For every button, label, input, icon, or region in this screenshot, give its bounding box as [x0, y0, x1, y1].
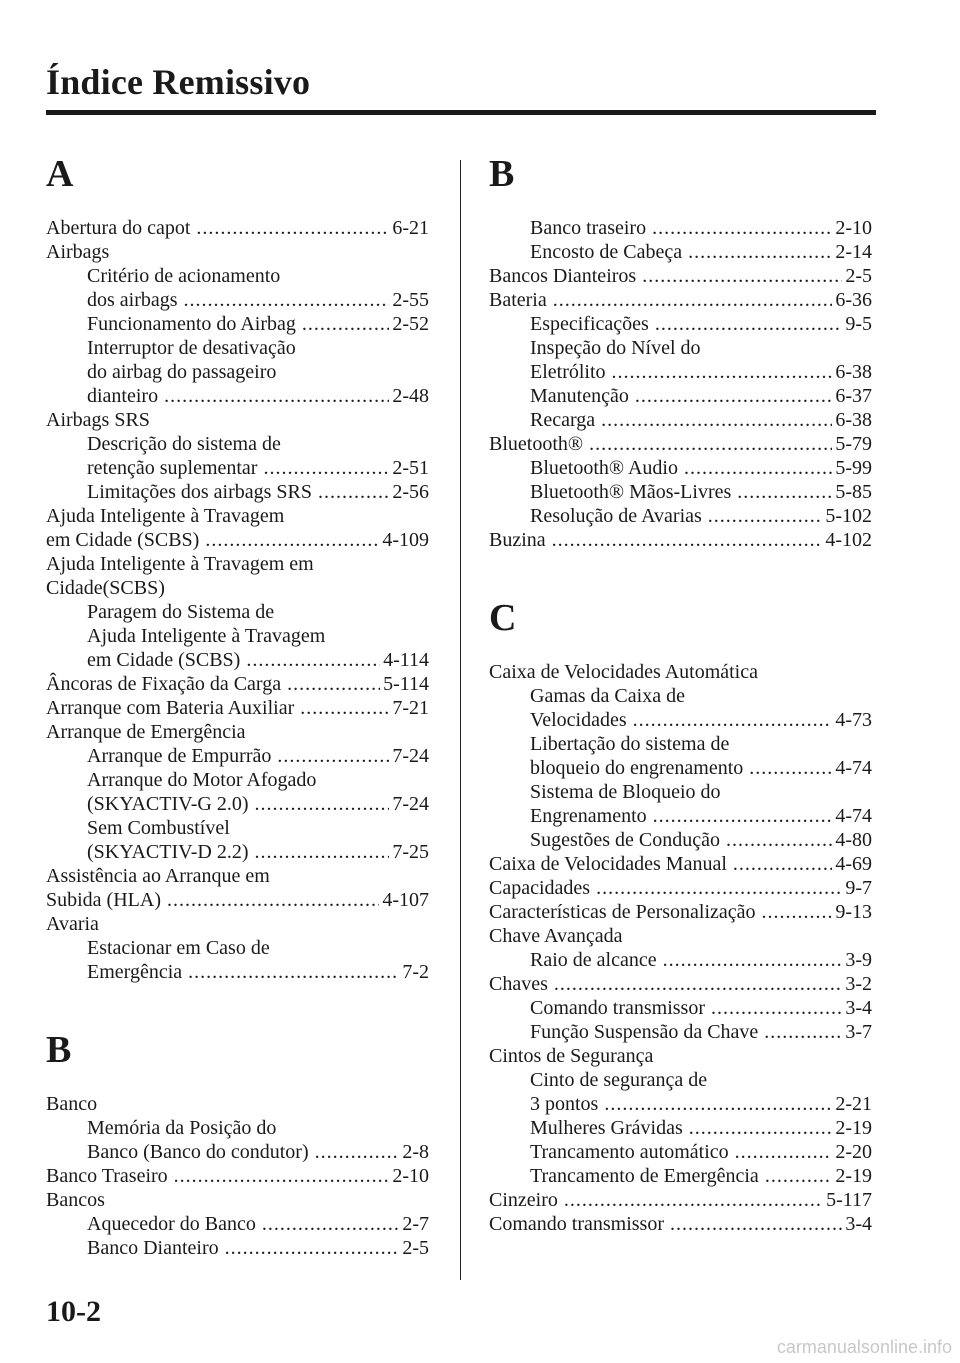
dot-leader: [688, 240, 832, 264]
dot-leader: [318, 480, 389, 504]
dot-leader: [655, 312, 843, 336]
entry-page-ref[interactable]: 7-24: [392, 745, 429, 767]
dot-leader: [612, 360, 833, 384]
entry-page-ref[interactable]: 4-80: [835, 829, 872, 851]
index-subentry: [489, 1092, 872, 1116]
entry-text: Abertura do capot: [46, 217, 191, 239]
dot-leader: [302, 312, 389, 336]
index-subentry: [46, 816, 429, 840]
entry-page-ref[interactable]: 6-21: [392, 217, 429, 239]
index-subentry: [489, 480, 872, 504]
index-entry: [46, 864, 429, 888]
entry-text: Cinzeiro: [489, 1189, 558, 1211]
index-subentry: [489, 1140, 872, 1164]
index-subentry: [46, 936, 429, 960]
index-entry: [489, 900, 872, 924]
dot-leader: [188, 960, 399, 984]
entry-page-ref[interactable]: 4-102: [825, 529, 872, 551]
entry-text: Libertação do sistema de: [530, 733, 730, 755]
index-subentry: [46, 384, 429, 408]
index-subentry: [489, 216, 872, 240]
index-subentry: [489, 756, 872, 780]
index-entry: [489, 432, 872, 456]
entry-text: Interruptor de desativação: [87, 337, 296, 359]
index-entry: [489, 972, 872, 996]
index-subentry: [46, 336, 429, 360]
dot-leader: [764, 1020, 842, 1044]
entry-text: Trancamento de Emergência: [530, 1165, 759, 1187]
dot-leader: [596, 876, 842, 900]
dot-leader: [287, 672, 380, 696]
index-entry: [46, 504, 429, 528]
entry-text: Avaria: [46, 913, 99, 935]
entry-text: Arranque de Empurrão: [87, 745, 272, 767]
entry-text: Caixa de Velocidades Automática: [489, 661, 758, 683]
entry-text: Sistema de Bloqueio do: [530, 781, 721, 803]
entry-text: Sugestões de Condução: [530, 829, 720, 851]
entry-text: Recarga: [530, 409, 596, 431]
column-divider: [460, 160, 461, 1280]
entry-text: Bluetooth® Mãos-Livres: [530, 481, 732, 503]
index-entry: [489, 528, 872, 552]
entry-text: Ajuda Inteligente à Travagem: [87, 625, 326, 647]
dot-leader: [552, 528, 823, 552]
entry-text: dianteiro: [87, 385, 159, 407]
dot-leader: [262, 1212, 400, 1236]
index-entry: [46, 1188, 429, 1212]
index-subentry: [46, 456, 429, 480]
index-subentry: [46, 792, 429, 816]
index-subentry: [46, 480, 429, 504]
entry-text: do airbag do passageiro: [87, 361, 277, 383]
entry-text: Paragem do Sistema de: [87, 601, 275, 623]
index-entry: [46, 216, 429, 240]
dot-leader: [737, 480, 832, 504]
entry-text: 3 pontos: [530, 1093, 599, 1115]
index-subentry: [489, 780, 872, 804]
entry-page-ref[interactable]: 3-7: [845, 1021, 872, 1043]
entry-page-ref[interactable]: 4-74: [835, 757, 872, 779]
entry-text: Estacionar em Caso de: [87, 937, 270, 959]
entry-text: Emergência: [87, 961, 183, 983]
entry-text: Arranque de Emergência: [46, 721, 246, 743]
index-subentry: [46, 1116, 429, 1140]
entry-text: em Cidade (SCBS): [87, 649, 241, 671]
dot-leader: [184, 288, 390, 312]
section-gap: [489, 552, 872, 596]
entry-text: Buzina: [489, 529, 546, 551]
dot-leader: [749, 756, 832, 780]
entry-page-ref[interactable]: 2-55: [392, 289, 429, 311]
entry-text: Cidade(SCBS): [46, 577, 165, 599]
entry-page-ref[interactable]: 4-74: [835, 805, 872, 827]
entry-page-ref[interactable]: 2-5: [402, 1237, 429, 1259]
entry-page-ref[interactable]: 4-107: [382, 889, 429, 911]
entry-page-ref[interactable]: 4-73: [835, 709, 872, 731]
entry-text: Eletrólito: [530, 361, 606, 383]
index-entry: [46, 576, 429, 600]
entry-page-ref[interactable]: 6-36: [835, 289, 872, 311]
entry-page-ref[interactable]: 3-9: [845, 949, 872, 971]
entry-page-ref[interactable]: 7-21: [392, 697, 429, 719]
entry-page-ref[interactable]: 4-114: [383, 649, 429, 671]
index-subentry: [489, 684, 872, 708]
dot-leader: [735, 1140, 833, 1164]
section-letter: B: [489, 153, 515, 195]
entry-page-ref[interactable]: 2-56: [392, 481, 429, 503]
dot-leader: [711, 996, 842, 1020]
index-subentry: [46, 264, 429, 288]
index-subentry: [46, 288, 429, 312]
dot-leader: [263, 456, 389, 480]
entry-text: Encosto de Cabeça: [530, 241, 683, 263]
section-spacer: [489, 640, 872, 660]
entry-page-ref[interactable]: 5-117: [826, 1189, 872, 1211]
entry-text: Aquecedor do Banco: [87, 1213, 256, 1235]
index-entry: [46, 1164, 429, 1188]
entry-text: Bancos: [46, 1189, 105, 1211]
index-subentry: [489, 240, 872, 264]
entry-text: Capacidades: [489, 877, 591, 899]
index-subentry: [489, 1164, 872, 1188]
entry-text: Arranque do Motor Afogado: [87, 769, 317, 791]
entry-text: Bluetooth®: [489, 433, 584, 455]
entry-text: Manutenção: [530, 385, 629, 407]
dot-leader: [635, 384, 832, 408]
section-spacer: [46, 1072, 429, 1092]
dot-leader: [663, 948, 843, 972]
entry-page-ref[interactable]: 2-51: [392, 457, 429, 479]
entry-text: Gamas da Caixa de: [530, 685, 685, 707]
index-subentry: [46, 840, 429, 864]
entry-text: Comando transmissor: [489, 1213, 664, 1235]
entry-text: Ajuda Inteligente à Travagem: [46, 505, 285, 527]
index-subentry: [46, 600, 429, 624]
dot-leader: [164, 384, 389, 408]
index-subentry: [489, 360, 872, 384]
entry-page-ref[interactable]: 2-19: [835, 1117, 872, 1139]
entry-text: Caixa de Velocidades Manual: [489, 853, 727, 875]
entry-page-ref[interactable]: 2-19: [835, 1165, 872, 1187]
entry-page-ref[interactable]: 7-2: [402, 961, 429, 983]
entry-page-ref[interactable]: 5-102: [825, 505, 872, 527]
entry-text: Limitações dos airbags SRS: [87, 481, 312, 503]
index-column-left: [46, 152, 429, 1260]
index-subentry: [46, 360, 429, 384]
entry-text: Memória da Posição do: [87, 1117, 277, 1139]
dot-leader: [765, 1164, 833, 1188]
entry-page-ref[interactable]: 9-5: [845, 313, 872, 335]
index-subentry: [46, 768, 429, 792]
entry-text: Âncoras de Fixação da Carga: [46, 673, 282, 695]
entry-text: dos airbags: [87, 289, 178, 311]
index-entry: [489, 288, 872, 312]
entry-page-ref[interactable]: 7-25: [392, 841, 429, 863]
index-subentry: [489, 408, 872, 432]
entry-page-ref[interactable]: 2-7: [402, 1213, 429, 1235]
dot-leader: [196, 216, 389, 240]
entry-page-ref[interactable]: 9-7: [845, 877, 872, 899]
index-subentry: [489, 1068, 872, 1092]
entry-text: Sem Combustível: [87, 817, 230, 839]
entry-page-ref[interactable]: 3-4: [845, 997, 872, 1019]
dot-leader: [601, 408, 832, 432]
dot-leader: [254, 840, 389, 864]
dot-leader: [689, 1116, 833, 1140]
entry-page-ref[interactable]: 2-21: [835, 1093, 872, 1115]
entry-text: (SKYACTIV-G 2.0): [87, 793, 249, 815]
dot-leader: [652, 216, 832, 240]
index-subentry: [46, 1140, 429, 1164]
entry-text: em Cidade (SCBS): [46, 529, 200, 551]
index-entry: [46, 720, 429, 744]
index-entry: [46, 696, 429, 720]
entry-text: retenção suplementar: [87, 457, 258, 479]
dot-leader: [225, 1236, 400, 1260]
dot-leader: [726, 828, 832, 852]
entry-page-ref[interactable]: 2-20: [835, 1141, 872, 1163]
entry-text: Especificações: [530, 313, 649, 335]
page-number: 10-2: [46, 1295, 101, 1328]
dot-leader: [589, 432, 832, 456]
dot-leader: [553, 288, 833, 312]
entry-page-ref[interactable]: 5-99: [835, 457, 872, 479]
section-spacer: [489, 196, 872, 216]
entry-text: Banco (Banco do condutor): [87, 1141, 309, 1163]
entry-text: Banco Dianteiro: [87, 1237, 219, 1259]
index-entry: [489, 852, 872, 876]
index-subentry: [46, 744, 429, 768]
dot-leader: [205, 528, 379, 552]
entry-page-ref[interactable]: 4-69: [835, 853, 872, 875]
dot-leader: [174, 1164, 390, 1188]
dot-leader: [554, 972, 842, 996]
index-entry: [46, 672, 429, 696]
entry-text: Resolução de Avarias: [530, 505, 702, 527]
index-entry: [46, 408, 429, 432]
index-subentry: [46, 432, 429, 456]
entry-text: Função Suspensão da Chave: [530, 1021, 759, 1043]
entry-text: Chaves: [489, 973, 548, 995]
entry-text: Assistência ao Arranque em: [46, 865, 270, 887]
entry-page-ref[interactable]: 5-85: [835, 481, 872, 503]
entry-page-ref[interactable]: 5-79: [835, 433, 872, 455]
entry-text: Engrenamento: [530, 805, 647, 827]
entry-page-ref[interactable]: 4-109: [382, 529, 429, 551]
index-subentry: [46, 648, 429, 672]
index-subentry: [489, 708, 872, 732]
index-entry: [489, 876, 872, 900]
entry-text: Velocidades: [530, 709, 627, 731]
entry-page-ref[interactable]: 2-8: [402, 1141, 429, 1163]
section-spacer: [46, 196, 429, 216]
watermark: carmanualsonline.info: [776, 1337, 952, 1357]
entry-page-ref[interactable]: 2-52: [392, 313, 429, 335]
entry-text: Comando transmissor: [530, 997, 705, 1019]
entry-text: Airbags: [46, 241, 110, 263]
dot-leader: [653, 804, 833, 828]
index-column-right: [489, 152, 872, 1236]
dot-leader: [300, 696, 389, 720]
dot-leader: [670, 1212, 842, 1236]
entry-text: Chave Avançada: [489, 925, 623, 947]
section-letter: B: [46, 1029, 72, 1071]
dot-leader: [684, 456, 832, 480]
index-subentry: [489, 384, 872, 408]
dot-leader: [633, 708, 833, 732]
entry-text: Airbags SRS: [46, 409, 150, 431]
index-entry: [46, 528, 429, 552]
index-subentry: [489, 1116, 872, 1140]
dot-leader: [167, 888, 379, 912]
header-rule: [46, 110, 876, 115]
entry-text: Bancos Dianteiros: [489, 265, 637, 287]
entry-text: Cinto de segurança de: [530, 1069, 708, 1091]
dot-leader: [246, 648, 380, 672]
index-entry: [489, 1044, 872, 1068]
entry-page-ref[interactable]: 7-24: [392, 793, 429, 815]
entry-text: Mulheres Grávidas: [530, 1117, 683, 1139]
index-subentry: [46, 624, 429, 648]
entry-page-ref[interactable]: 6-38: [835, 409, 872, 431]
entry-page-ref[interactable]: 2-48: [392, 385, 429, 407]
dot-leader: [642, 264, 842, 288]
dot-leader: [315, 1140, 400, 1164]
index-entry: [46, 240, 429, 264]
page-title: Índice Remissivo: [46, 62, 311, 102]
section-letter: A: [46, 153, 74, 195]
index-subentry: [46, 312, 429, 336]
section-letter: C: [489, 597, 517, 639]
index-subentry: [489, 828, 872, 852]
entry-text: Subida (HLA): [46, 889, 161, 911]
dot-leader: [733, 852, 832, 876]
index-entry: [489, 924, 872, 948]
index-subentry: [489, 732, 872, 756]
entry-page-ref[interactable]: 3-4: [845, 1213, 872, 1235]
entry-text: Banco traseiro: [530, 217, 647, 239]
entry-page-ref[interactable]: 9-13: [835, 901, 872, 923]
index-entry: [46, 912, 429, 936]
dot-leader: [708, 504, 823, 528]
index-subentry: [46, 1236, 429, 1260]
entry-page-ref[interactable]: 6-38: [835, 361, 872, 383]
entry-text: Cintos de Segurança: [489, 1045, 654, 1067]
index-entry: [46, 552, 429, 576]
entry-text: Critério de acionamento: [87, 265, 281, 287]
entry-text: bloqueio do engrenamento: [530, 757, 744, 779]
dot-leader: [604, 1092, 832, 1116]
index-subentry: [489, 504, 872, 528]
index-subentry: [489, 996, 872, 1020]
entry-page-ref[interactable]: 3-2: [845, 973, 872, 995]
entry-text: Bluetooth® Audio: [530, 457, 678, 479]
dot-leader: [254, 792, 389, 816]
index-subentry: [489, 948, 872, 972]
index-entry: [489, 264, 872, 288]
index-subentry: [489, 336, 872, 360]
index-entry: [46, 888, 429, 912]
index-entry: [489, 1188, 872, 1212]
index-subentry: [46, 960, 429, 984]
index-subentry: [489, 312, 872, 336]
entry-text: Arranque com Bateria Auxiliar: [46, 697, 295, 719]
index-entry: [489, 1212, 872, 1236]
index-subentry: [489, 456, 872, 480]
entry-text: Inspeção do Nível do: [530, 337, 701, 359]
entry-text: Ajuda Inteligente à Travagem em: [46, 553, 314, 575]
index-subentry: [489, 804, 872, 828]
entry-page-ref[interactable]: 6-37: [835, 385, 872, 407]
entry-page-ref[interactable]: 5-114: [383, 673, 429, 695]
entry-text: Funcionamento do Airbag: [87, 313, 296, 335]
index-subentry: [489, 1020, 872, 1044]
entry-page-ref[interactable]: 2-5: [845, 265, 872, 287]
entry-page-ref[interactable]: 2-14: [835, 241, 872, 263]
entry-page-ref[interactable]: 2-10: [392, 1165, 429, 1187]
dot-leader: [564, 1188, 823, 1212]
index-entry: [489, 660, 872, 684]
entry-text: Descrição do sistema de: [87, 433, 281, 455]
entry-text: Raio de alcance: [530, 949, 657, 971]
entry-text: Bateria: [489, 289, 547, 311]
dot-leader: [277, 744, 389, 768]
index-subentry: [46, 1212, 429, 1236]
entry-text: Trancamento automático: [530, 1141, 729, 1163]
index-entry: [46, 1092, 429, 1116]
entry-text: (SKYACTIV-D 2.2): [87, 841, 249, 863]
entry-page-ref[interactable]: 2-10: [835, 217, 872, 239]
entry-text: Banco Traseiro: [46, 1165, 168, 1187]
section-gap: [46, 984, 429, 1028]
dot-leader: [762, 900, 833, 924]
entry-text: Características de Personalização: [489, 901, 756, 923]
entry-text: Banco: [46, 1093, 98, 1115]
